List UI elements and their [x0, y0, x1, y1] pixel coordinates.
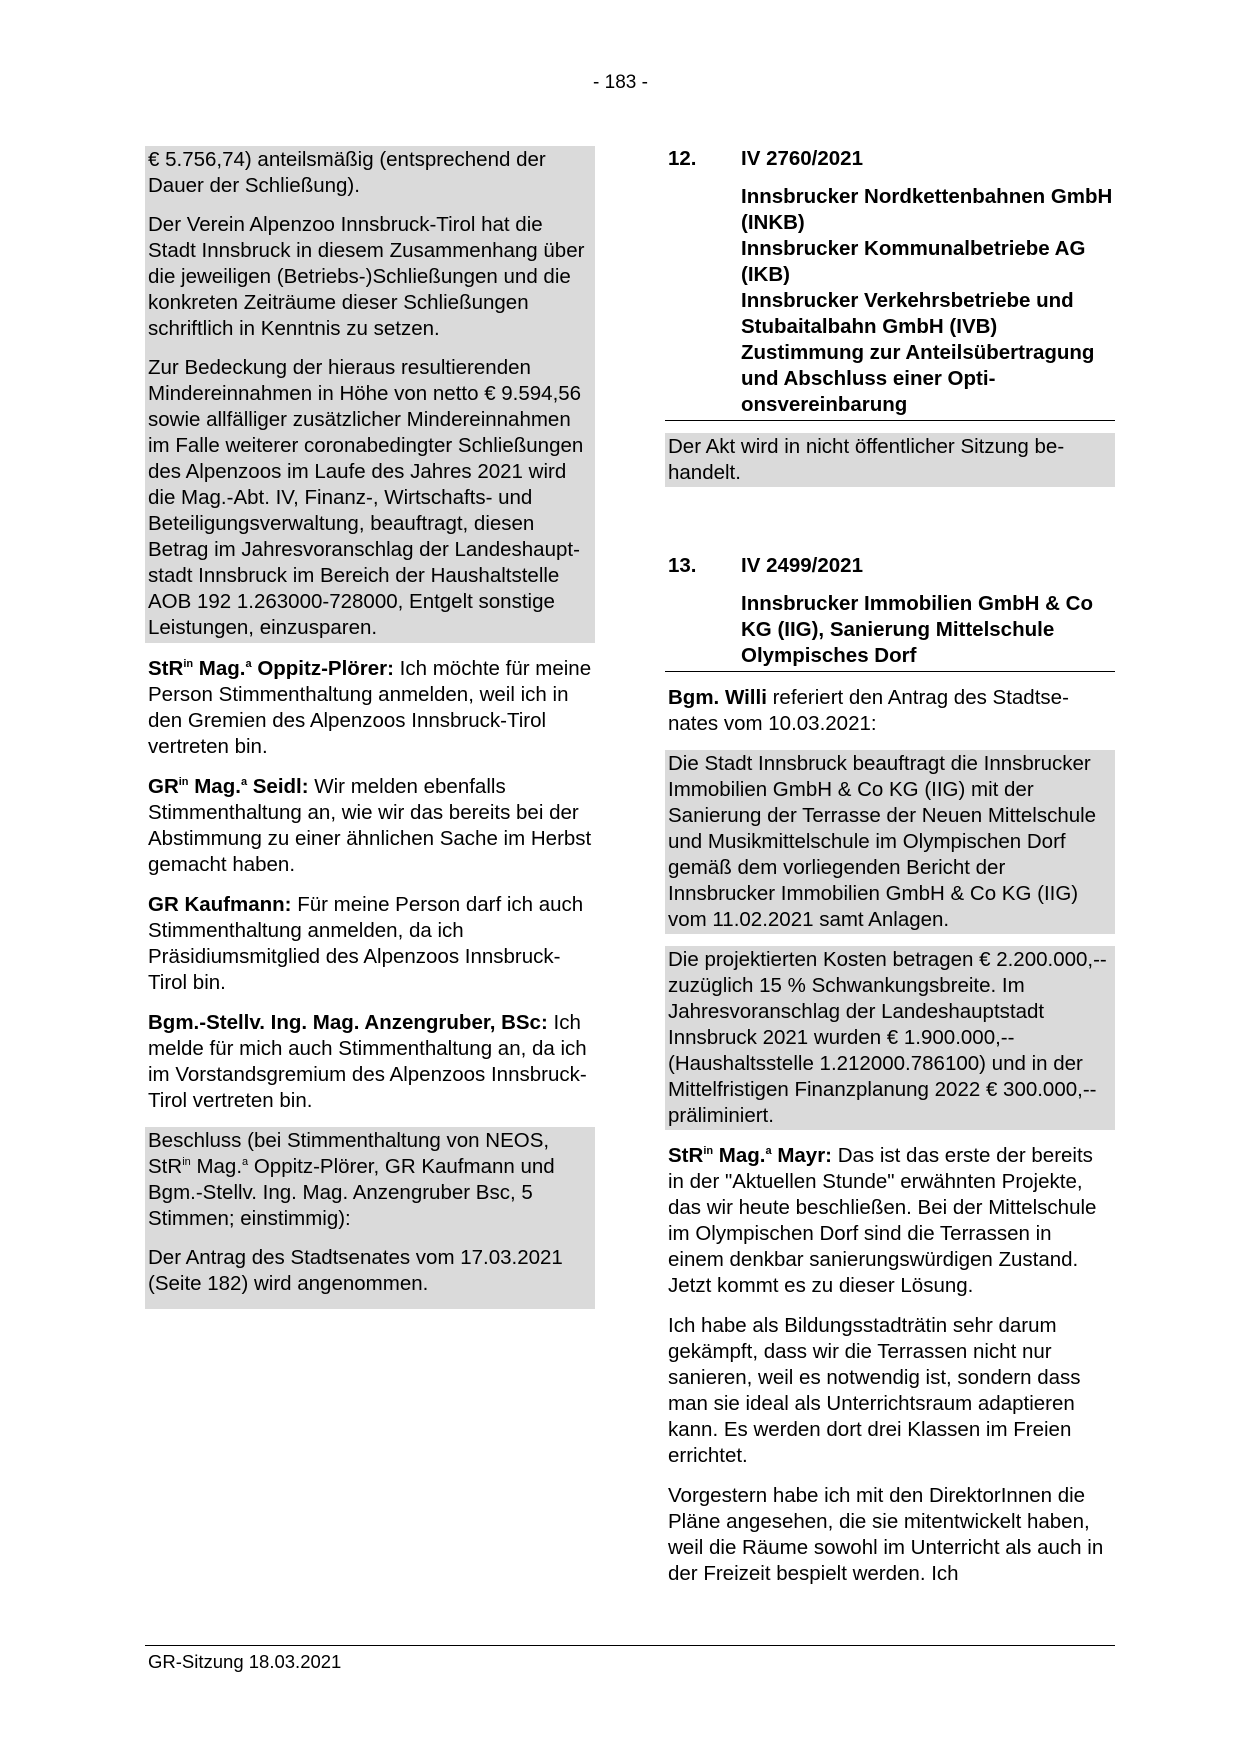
- agenda-item-13-header: [665, 553, 1115, 579]
- motion-text: Die Stadt Innsbruck beauftragt die Innsbrucker Immobilien GmbH & Co KG (IIG) mit der Sanierung der Terrasse der Neuen Mittelschule und Musikmittelschule im Olympischen Dorf gemäß dem vorliegenden Bericht der Innsbrucker Immobilien GmbH & Co KG (IIG) vom 11.02.2021 samt Anlagen.: [665, 750, 1115, 934]
- agenda-item-reference: IV 2499/2021: [741, 554, 863, 577]
- agenda-item-title-line: Innsbrucker Verkehrsbetriebe und Stubaitalbahn GmbH (IVB): [741, 289, 1074, 338]
- divider: [665, 420, 1115, 421]
- speaker-statement: $GR^{in}$ Mag.$^a$ Seidl: Wir melden ebenfalls Stimmenthaltung an, wie wir das bereits bei der Abstimmung zu einer ähnlichen Sache im Herbst gemacht haben.: [148, 775, 592, 876]
- speaker-statement: Bgm.-Stellv. Ing. Mag. Anzengruber, BSc: Ich melde für mich auch Stimmenthaltung an, da ich im Vorstandsgremium des Alpenzoos Innsbruck-Tirol vertreten bin.: [148, 1011, 587, 1112]
- agenda-note: Der Akt wird in nicht öffentlicher Sitzung behandelt.: [665, 433, 1115, 487]
- agenda-item-number: 12.: [668, 147, 697, 170]
- paragraph: Zur Bedeckung der hieraus resultierenden Mindereinnahmen in Höhe von netto € 9.594,56 sowie allfälliger zusätzlicher Mindereinnahmen im Falle weiterer coronabedingter Schließungen des Alpenzoos im Laufe des Jahres 2021 wird die Mag.-Abt. IV, Finanz-, Wirtschafts- und Beteiligungsverwaltung, beauftragt, diesen Betrag im Jahresvoranschlag der Landeshauptstadt Innsbruck im Bereich der Haushaltstelle AOB 192 1.263000-728000, Entgelt sonstige Leistungen, einzusparen.: [145, 354, 595, 643]
- speaker-statement: GR Kaufmann: Für meine Person darf ich auch Stimmenthaltung anmelden, da ich Präsidiumsmitglied des Alpenzoos Innsbruck-Tirol bin.: [148, 893, 584, 994]
- resolution-text: Der Antrag des Stadtsenates vom 17.03.2021 (Seite 182) wird angenommen.: [145, 1244, 595, 1309]
- footer-divider: [145, 1645, 1115, 1646]
- paragraph: € 5.756,74) anteilsmäßig (entsprechend der Dauer der Schließung).: [145, 146, 595, 211]
- speaker-statement: StR$^{in}$ Mag.$^a$ Mayr: Das ist das erste der bereits in der "Aktuellen Stunde" erwähnten Projekte, das wir heute beschließen. Bei der Mittelschule im Olympischen Dorf sind die Terrassen in einem denkbar sanierungswürdigen Zustand. Jetzt kommt es zu dieser Lösung.: [668, 1144, 1097, 1297]
- left-column: [145, 146, 595, 1309]
- paragraph: Ich habe als Bildungsstadträtin sehr darum gekämpft, dass wir die Terrassen nicht nur sanieren, weil es notwendig ist, sondern dass man sie ideal als Unterrichtsraum adaptieren kann. Es werden dort drei Klassen im Freien errichtet.: [668, 1314, 1081, 1467]
- paragraph: Der Verein Alpenzoo Innsbruck-Tirol hat die Stadt Innsbruck in diesem Zusammenhang über die jeweiligen (Betriebs-)Schließungen und die konkreten Zeiträume dieser Schließungen schriftlich in Kenntnis zu setzen.: [145, 211, 595, 354]
- motion-text: Die projektierten Kosten betragen € 2.200.000,-- zuzüglich 15 % Schwankungsbreite. Im Jahresvoranschlag der Landeshauptstadt Innsbruck 2021 wurden € 1.900.000,-- (Haushaltsstelle 1.212000.786100) und in der Mittelfristigen Finanzplanung 2022 € 300.000,-- präliminiert.: [665, 946, 1115, 1130]
- agenda-item-title: Innsbrucker Immobilien GmbH & Co KG (IIG), Sanierung Mittelschule Olympisches Dorf: [741, 592, 1093, 667]
- agenda-item-reference: IV 2760/2021: [741, 147, 863, 170]
- agenda-item-title-line: Innsbrucker Nordkettenbahnen GmbH (INKB): [741, 185, 1113, 234]
- speaker-name: Bgm.-Stellv. Ing. Mag. Anzengruber, BSc:: [148, 1011, 548, 1034]
- speaker-name: GR Kaufmann:: [148, 893, 292, 916]
- agenda-item-number: 13.: [668, 554, 697, 577]
- intro-statement: Bgm. Willi referiert den Antrag des Stadtsenates vom 10.03.2021:: [668, 686, 1069, 735]
- agenda-item-title-line: Innsbrucker Kommunalbetriebe AG (IKB): [741, 237, 1086, 286]
- speaker-name: StR$^{in}$ Mag.$^a$ Oppitz-Plörer:: [148, 657, 394, 680]
- paragraph: Vorgestern habe ich mit den DirektorInnen die Pläne angesehen, die sie mitentwickelt haben, weil die Räume sowohl im Unterricht als auch in der Freizeit bespielt werden. Ich: [668, 1484, 1104, 1585]
- speaker-name: StR$^{in}$ Mag.$^a$ Mayr:: [668, 1144, 833, 1167]
- speaker-name: Bgm. Willi: [668, 686, 767, 709]
- footer-text: GR-Sitzung 18.03.2021: [148, 1651, 342, 1672]
- speaker-statement: StR$^{in}$ Mag.$^a$ Oppitz-Plörer: Ich möchte für meine Person Stimmenthaltung anmelden, weil ich in den Gremien des Alpenzoos Innsbruck-Tirol vertreten bin.: [148, 657, 592, 758]
- agenda-item-title-line: Zustimmung zur Anteilsübertragung und Abschluss einer Optionsvereinbarung: [741, 341, 1095, 416]
- agenda-item-12-header: [665, 146, 1115, 172]
- resolution: Beschluss (bei Stimmenthaltung von NEOS, StR$^{in}$ Mag.$^a$ Oppitz-Plörer, GR Kaufmann und Bgm.-Stellv. Ing. Mag. Anzengruber Bsc, 5 Stimmen; einstimmig):: [145, 1127, 595, 1244]
- divider: [665, 671, 1115, 672]
- speaker-name: $GR^{in}$ Mag.$^a$ Seidl:: [148, 775, 309, 798]
- right-column: [665, 146, 1115, 1600]
- page-number: - 183 -: [593, 72, 648, 93]
